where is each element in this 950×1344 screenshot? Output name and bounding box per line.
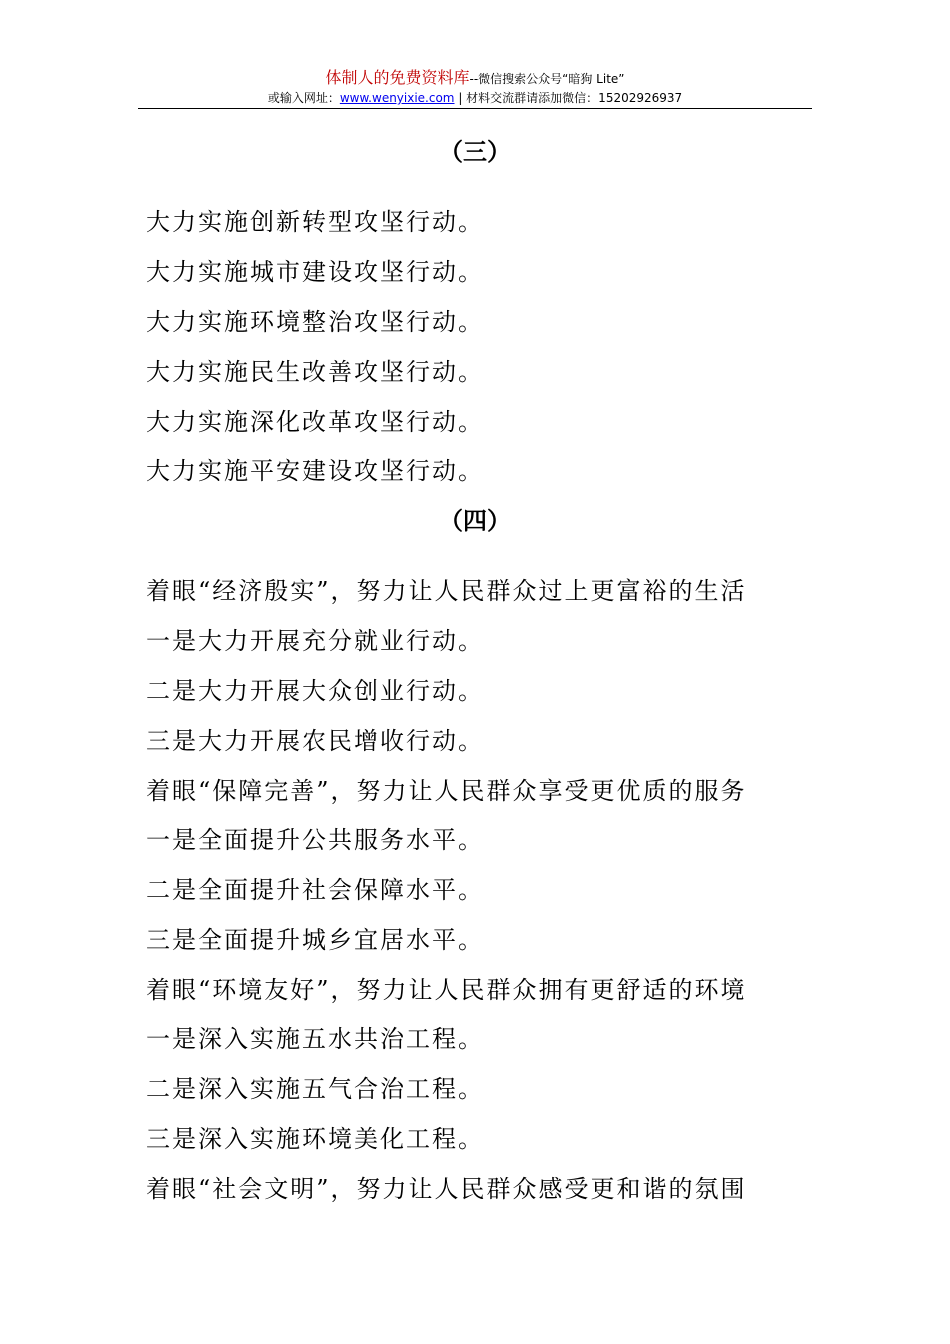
section4-line-3: 二是大力开展大众创业行动。 <box>146 677 484 705</box>
section3-line-5: 大力实施深化改革攻坚行动。 <box>146 408 484 436</box>
section4-line-7: 二是全面提升社会保障水平。 <box>146 876 484 904</box>
section-title-4: （四） <box>439 507 511 535</box>
section4-line-5: 着眼“保障完善”，努力让人民群众享受更优质的服务 <box>146 777 747 805</box>
section4-line-6: 一是全面提升公共服务水平。 <box>146 826 484 854</box>
header-tagline: --微信搜索公众号“暗狗 Lite” <box>469 72 625 86</box>
section4-line-4: 三是大力开展农民增收行动。 <box>146 727 484 755</box>
section4-line-11: 二是深入实施五气合治工程。 <box>146 1075 484 1103</box>
section3-line-6: 大力实施平安建设攻坚行动。 <box>146 457 484 485</box>
section4-line-13: 着眼“社会文明”，努力让人民群众感受更和谐的氛围 <box>146 1175 747 1203</box>
section3-line-3: 大力实施环境整治攻坚行动。 <box>146 308 484 336</box>
section3-line-2: 大力实施城市建设攻坚行动。 <box>146 258 484 286</box>
section3-line-1: 大力实施创新转型攻坚行动。 <box>146 208 484 236</box>
section4-line-2: 一是大力开展充分就业行动。 <box>146 627 484 655</box>
header-brand: 体制人的免费资料库 <box>325 68 470 87</box>
section4-line-1: 着眼“经济殷实”，努力让人民群众过上更富裕的生活 <box>146 577 747 605</box>
section4-line-9: 着眼“环境友好”，努力让人民群众拥有更舒适的环境 <box>146 976 747 1004</box>
header-line-1 <box>138 68 812 89</box>
header-line-2 <box>138 89 812 107</box>
header-divider <box>138 108 812 109</box>
header-url-link[interactable]: www.wenyixie.com <box>339 91 455 105</box>
section-title-3: （三） <box>439 138 511 166</box>
section3-line-4: 大力实施民生改善攻坚行动。 <box>146 358 484 386</box>
header-url-prefix: 或输入网址： <box>267 91 340 105</box>
page-header <box>138 68 812 107</box>
section4-line-8: 三是全面提升城乡宜居水平。 <box>146 926 484 954</box>
section4-line-12: 三是深入实施环境美化工程。 <box>146 1125 484 1153</box>
section4-line-10: 一是深入实施五水共治工程。 <box>146 1025 484 1053</box>
header-contact: | 材料交流群请添加微信：15202926937 <box>458 91 683 105</box>
